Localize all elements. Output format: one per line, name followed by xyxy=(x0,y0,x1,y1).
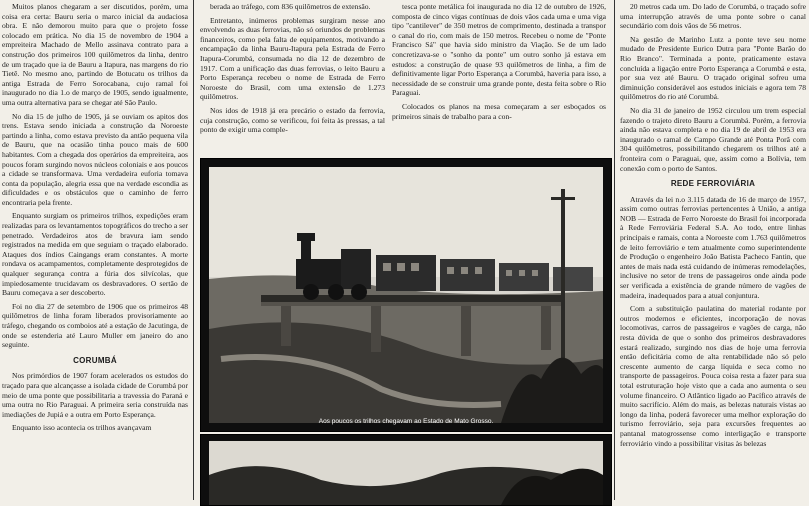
paragraph: Nos primórdios de 1907 foram acelerados os estudos do traçado para que alcançasse a isolada cidade de Corumbá por meio de uma ponte que possibilitaria a travessia do Paraná e uma outra no Rio Paraguai. A primeira seria construída nas imediações de Jupiá e a outra em Porto Esperança. xyxy=(2,371,188,419)
train-illustration xyxy=(201,159,611,431)
column-2 xyxy=(200,2,385,139)
paragraph: No dia 31 de janeiro de 1952 circulou um trem especial fazendo o trajeto direto Bauru a Corumbá. Porém, a ferrovia ainda não estava completa e no dia 19 de abril de 1953 era inaugurado o ramal de Campo Grande até Ponta Porã com 304 quilômetros, possibilitando chegarem os trilhos até a fronteira com o Paraguai, que, assim como a Bolívia, tem conexão com o porto de Santos. xyxy=(620,105,806,173)
paragraph: 20 metros cada um. Do lado de Corumbá, o traçado sofre uma interrupção através de uma ponte sobre o canal secundário com dois vãos de 56 metros. xyxy=(620,2,806,31)
paragraph: tesca ponte metálica foi inaugurada no dia 12 de outubro de 1926, composta de cinco vigas contínuas de dois vãos cada uma e uma viga tipo "cantilever" de 350 metros de comprimento, destinada a transpor o canal do rio, com mais de 150 metros. Recebeu o nome de "Ponte Francisco Sá" que havia sido ministro da Viação. Se de um lado concretizava-se o "sonho da ponte" um outro sonho já estava em estudos: a construção de quase 93 quilômetros de linha, a fim de definitivamente ligar Porto Esperança a Corumbá, haveria para isso, a necessidade de se construir uma grande ponte, desta feita sobre o Rio Paraguai. xyxy=(392,2,606,98)
landscape-photo xyxy=(200,434,612,506)
section-heading-corumba: CORUMBÁ xyxy=(73,355,117,365)
paragraph: Entretanto, inúmeros problemas surgiram nesse ano envolvendo as duas ferrovias, não só oriundos de problemas financeiros, como pela falta de equipamentos, motivando a encampação da linha Bauru-Itapura pela Estrada de Ferro Itapura-Corumbá, consumada no dia 12 de dezembro de 1917. Com a unificação das duas ferrovias, o leito Bauru a Porto Esperança recebeu o nome de Estrada de Ferro Noroeste do Brasil, com uma extensão de 1.273 quilômetros. xyxy=(200,15,385,102)
column-3 xyxy=(392,2,606,125)
paragraph: berada ao tráfego, com 836 quilômetros de extensão. xyxy=(210,2,371,11)
train-photo xyxy=(200,158,612,432)
paragraph: Na gestão de Marinho Lutz a ponte teve seu nome mudado de Presidente Eurico Dutra para "Ponte Barão do Rio Branco". Terminada a ponte, praticamente estava concluída a ligação entre Porto Esperança a Corumbá e esta, por sua vez até Bauru. O traçado original sofreu uma diminuição considerável aos estudos iniciais e agora tem 78 quilômetros do rio até Corumbá. xyxy=(620,34,806,102)
landscape-illustration xyxy=(201,435,611,505)
paragraph: Com a substituição paulatina do material rodante por outros modernos e eficientes, incorporação de novas locomotivas, carros de passageiros e vagões de carga, não resta dúvida de que o sonho dos primeiros desbravadores estará realizado, surgindo nos dias de hoje uma ferrovia então deficitária como de alta rentabilidade não só pelo crescente aumento de carga líquida e seca como no transporte de passageiros. Pouca coisa resta a fazer para sua total estruturação hoje visto que a cada ano aumenta o seu volume financeiro. O Atlântico ligado ao Pacífico através de muito sacrifício. Além do mais, as belezas naturais vistas ao longo da linha, poderá favorecer uma melhor exploração do turismo ferroviário, seja para excursões frequentes ao pantanal matogrossense como interligação e transporte ferroviário vindo a possibilitar visitas às belezas xyxy=(620,304,806,448)
paragraph: Através da lei n.o 3.115 datada de 16 de março de 1957, assim como outras ferrovias pertencentes à União, a antiga NOB — Estrada de Ferro Noroeste do Brasil foi incorporada à Rede Ferroviária Federal S.A. Ao todo, entre linhas principais e ramais, conta a Noroeste com 1.763 quilômetros de leito ferroviário e tem atualmente como superintendente de Produção o engenheiro João Batista Pacheco Fantin, que antes de mais nada está cuidando de inúmeras remodelações, inclusive no setor de trens de passageiros onde ainda pode ser verificada a existência de grande número de vagões de madeira, inadequados para a atual conjuntura. xyxy=(620,194,806,300)
paragraph: No dia 15 de julho de 1905, já se ouviam os apitos dos trens. Estava sendo iniciada a construção da Noroeste partindo a linha, como estava previsto da antão pequena vila de Bauru, que na ocasião tinha pouco mais de 600 habitantes. Com a chegada dos operários da empreiteira, aos poucos foram surgindo novos núcleos coloniais e aos poucos a cidade se transformava. Uma verdadeira euforia tomava conta da população, alegria essa que na verdade escondia as dificuldades e os obstáculos que o caminho de ferro encontraria pela frente. xyxy=(2,111,188,207)
paragraph: Muitos planos chegaram a ser discutidos, porém, uma coisa era certa: Bauru seria o marco inicial da audaciosa obra. E não demorou muito para que o projeto fosse colocado em prática. No dia 15 de novembro de 1904 a empreiteira Machado de Mello assinava contrato para a construção dos primeiros 100 quilômetros da linha, dentro de um traçado que ia de Bauru a Itapura, nas margens do rio Tietê. No mesmo ano, partindo de Botucatu os trilhos da antiga Estrada de Ferro Sorocabana, cujo ramal foi inaugurado no dia 1.o de março de 1905, sendo igualmente, uma outra alternativa para se chegar até São Paulo. xyxy=(2,2,188,107)
section-heading-rede-ferroviaria: REDE FERROVIÁRIA xyxy=(670,179,756,189)
column-rule xyxy=(614,0,615,500)
paragraph: Enquanto isso acontecia os trilhos avançavam xyxy=(12,423,152,433)
paragraph: Enquanto surgiam os primeiros trilhos, expedições eram realizadas para os levantamentos topográficos do trecho a ser penetrado. Verdadeiros atos de bravura iam sendo registrados na medida em que seguiam o traçado elaborado. Ataques dos índios Caingangs eram constantes. A morte rondava os acampamentos, completamente desprotegidos de qualquer segurança contra a fúria dos silvícolas, que impiedosamente trucidavam os desbravadores. O sertão de Bauru começava a ser descoberto. xyxy=(2,211,188,298)
column-rule xyxy=(193,0,194,500)
column-1 xyxy=(2,2,188,437)
paragraph: Nos idos de 1918 já era precário o estado da ferrovia, cuja construção, como se verificou, foi feita às pressas, a tal ponto de exigir uma comple- xyxy=(200,105,385,135)
paragraph: Foi no dia 27 de setembro de 1906 que os primeiros 48 quilômetros de linha foram liberados provisoriamente ao tráfego, chegando os comboios até a estação de Jacutinga, de onde se estenderia até Lauro Muller em janeiro do ano seguinte. xyxy=(2,301,188,350)
paragraph: Colocados os planos na mesa começaram a ser esboçados os primeiros sinais de trabalho para a con- xyxy=(392,101,606,121)
column-4 xyxy=(620,2,806,452)
photo-caption: Aos poucos os trilhos chegavam ao Estado de Mato Grosso. xyxy=(318,418,494,425)
